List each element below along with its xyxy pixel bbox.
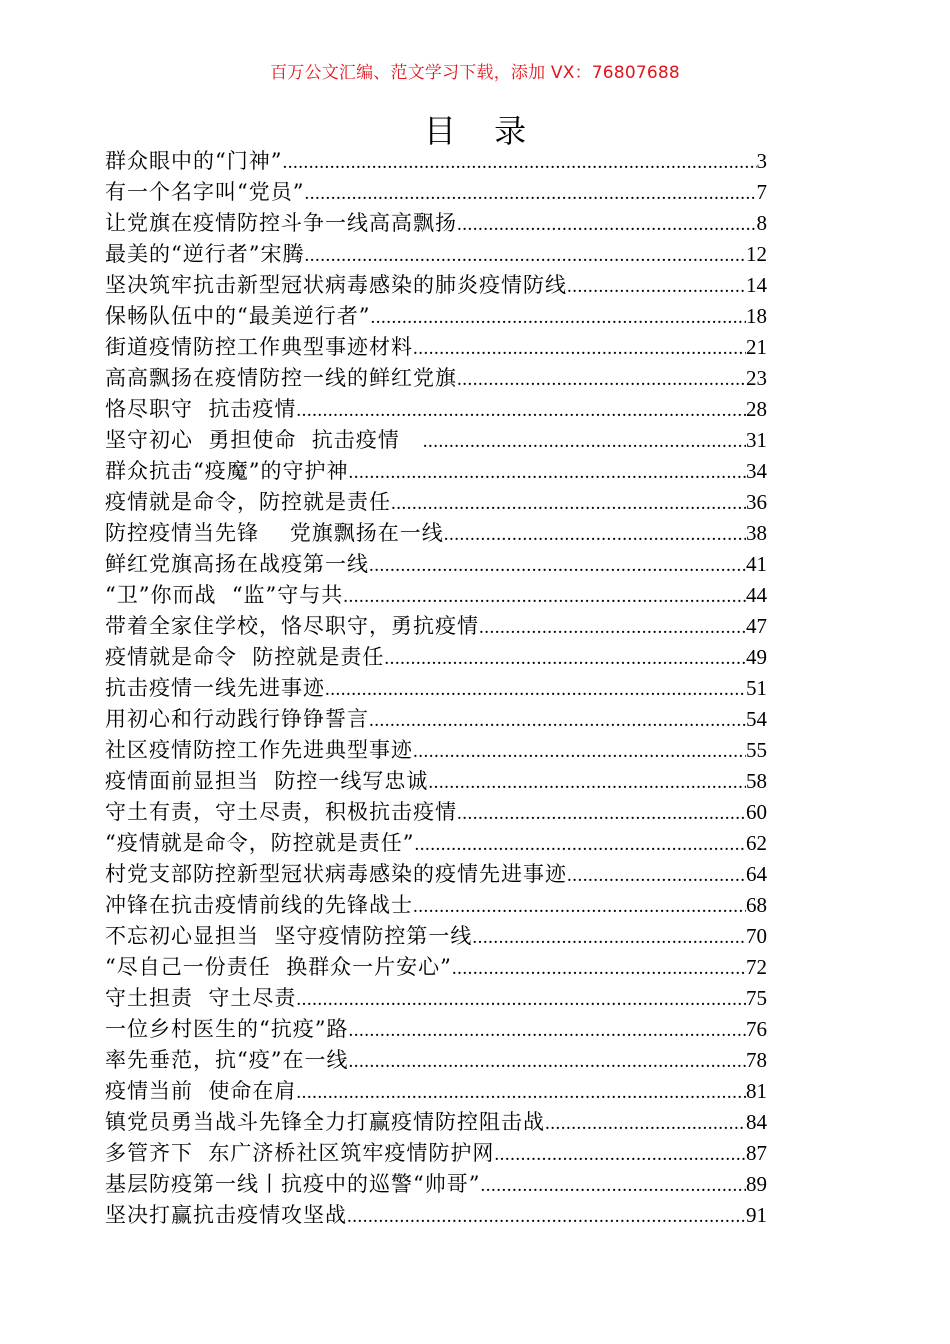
toc-entry[interactable] — [105, 146, 767, 177]
toc-dot-leader — [347, 1201, 746, 1232]
header-watermark-note: 百万公文汇编、范文学习下载，添加 VX：76807688 — [270, 63, 680, 83]
toc-entry[interactable] — [105, 456, 767, 487]
toc-entry-page-number: 36 — [746, 490, 767, 514]
toc-entry[interactable] — [105, 208, 767, 239]
toc-entry-page-number: 68 — [746, 893, 767, 917]
toc-entry-label: 坚决打赢抗击疫情攻坚战 — [105, 1203, 347, 1227]
toc-entry-label: 多管齐下 东广济桥社区筑牢疫情防护网 — [105, 1141, 495, 1165]
toc-entry-label: 群众抗击“疫魔”的守护神 — [105, 459, 349, 483]
toc-entry-page-number: 28 — [746, 397, 767, 421]
toc-entry-label: “疫情就是命令，防控就是责任” — [105, 831, 415, 855]
toc-dot-leader — [413, 891, 746, 922]
toc-entry-label: 让党旗在疫情防控斗争一线高高飘扬 — [105, 211, 457, 235]
toc-entry-label: 不忘初心显担当 坚守疫情防控第一线 — [105, 924, 473, 948]
toc-dot-leader — [369, 550, 746, 581]
toc-entry[interactable] — [105, 270, 767, 301]
toc-dot-leader — [457, 798, 746, 829]
toc-entry[interactable] — [105, 425, 767, 456]
toc-entry[interactable] — [105, 797, 767, 828]
toc-entry-label: 街道疫情防控工作典型事迹材料 — [105, 335, 413, 359]
toc-dot-leader — [325, 674, 746, 705]
toc-entry-page-number: 14 — [746, 273, 767, 297]
toc-dot-leader — [348, 1015, 746, 1046]
toc-entry-page-number: 75 — [746, 986, 767, 1010]
toc-entry-page-number: 64 — [746, 862, 767, 886]
toc-entry-label: 率先垂范，抗“疫”在一线 — [105, 1048, 349, 1072]
toc-entry-label: 疫情当前 使命在肩 — [105, 1079, 297, 1103]
toc-entry-label: 最美的“逆行者”宋腾 — [105, 242, 305, 266]
toc-title: 目 录 — [423, 112, 541, 150]
toc-entry[interactable] — [105, 1138, 767, 1169]
toc-entry-page-number: 51 — [746, 676, 767, 700]
toc-entry-page-number: 18 — [746, 304, 767, 328]
toc-entry-page-number: 72 — [746, 955, 767, 979]
toc-entry[interactable] — [105, 487, 767, 518]
toc-entry[interactable] — [105, 1045, 767, 1076]
toc-entry-page-number: 7 — [756, 180, 767, 204]
toc-entry-page-number: 3 — [756, 149, 767, 173]
toc-entry-page-number: 49 — [746, 645, 767, 669]
toc-entry-label: 疫情就是命令，防控就是责任 — [105, 490, 391, 514]
toc-dot-leader — [494, 1139, 746, 1170]
toc-entry-label: 抗击疫情一线先进事迹 — [105, 676, 325, 700]
toc-entry-page-number: 76 — [746, 1017, 767, 1041]
toc-entry-page-number: 23 — [746, 366, 767, 390]
toc-dot-leader — [545, 1108, 746, 1139]
toc-dot-leader — [423, 426, 746, 457]
toc-entry[interactable] — [105, 1200, 767, 1231]
toc-dot-leader — [348, 1046, 746, 1077]
toc-dot-leader — [348, 457, 746, 488]
toc-entry[interactable] — [105, 1169, 767, 1200]
toc-entry-label: 守土有责，守土尽责，积极抗击疫情 — [105, 800, 457, 824]
toc-entry[interactable] — [105, 952, 767, 983]
toc-entry-page-number: 55 — [746, 738, 767, 762]
toc-dot-leader — [472, 922, 746, 953]
toc-entry-label: “尽自己一份责任 换群众一片安心” — [105, 955, 452, 979]
toc-dot-leader — [384, 643, 746, 674]
toc-dot-leader — [296, 1077, 746, 1108]
toc-entry-label: 冲锋在抗击疫情前线的先锋战士 — [105, 893, 413, 917]
toc-entry[interactable] — [105, 766, 767, 797]
toc-entry-label: 用初心和行动践行铮铮誓言 — [105, 707, 369, 731]
toc-entry-label: 镇党员勇当战斗先锋全力打赢疫情防控阻击战 — [105, 1110, 545, 1134]
toc-entry[interactable] — [105, 611, 767, 642]
toc-dot-leader — [369, 705, 746, 736]
toc-list — [105, 146, 767, 1231]
toc-entry-label: 高高飘扬在疫情防控一线的鲜红党旗 — [105, 366, 457, 390]
toc-entry-page-number: 89 — [746, 1172, 767, 1196]
toc-entry-page-number: 21 — [746, 335, 767, 359]
toc-dot-leader — [304, 240, 746, 271]
toc-entry[interactable] — [105, 394, 767, 425]
toc-entry-label: 恪尽职守 抗击疫情 — [105, 397, 297, 421]
toc-dot-leader — [452, 953, 746, 984]
toc-entry[interactable] — [105, 177, 767, 208]
toc-entry-page-number: 78 — [746, 1048, 767, 1072]
toc-dot-leader — [480, 1170, 746, 1201]
toc-entry[interactable] — [105, 332, 767, 363]
toc-entry[interactable] — [105, 642, 767, 673]
toc-entry[interactable] — [105, 828, 767, 859]
toc-entry-label: 保畅队伍中的“最美逆行者” — [105, 304, 371, 328]
toc-entry-label: 守土担责 守土尽责 — [105, 986, 297, 1010]
toc-entry-page-number: 84 — [746, 1110, 767, 1134]
toc-entry-page-number: 54 — [746, 707, 767, 731]
toc-dot-leader — [370, 302, 746, 333]
toc-entry[interactable] — [105, 983, 767, 1014]
toc-entry-page-number: 31 — [746, 428, 767, 452]
toc-entry-label: 群众眼中的“门神” — [105, 149, 283, 173]
toc-entry[interactable] — [105, 859, 767, 890]
toc-entry[interactable] — [105, 673, 767, 704]
toc-entry-label: 一位乡村医生的“抗疫”路 — [105, 1017, 349, 1041]
toc-entry[interactable] — [105, 704, 767, 735]
toc-entry[interactable] — [105, 1076, 767, 1107]
toc-dot-leader — [479, 612, 746, 643]
toc-dot-leader — [567, 860, 746, 891]
toc-entry-page-number: 81 — [746, 1079, 767, 1103]
toc-entry[interactable] — [105, 239, 767, 270]
toc-entry-label: 防控疫情当先锋 党旗飘扬在一线 — [105, 521, 444, 545]
toc-entry-page-number: 47 — [746, 614, 767, 638]
toc-dot-leader — [457, 364, 746, 395]
toc-entry-label: 有一个名字叫“党员” — [105, 180, 305, 204]
toc-dot-leader — [567, 271, 746, 302]
toc-entry-page-number: 91 — [746, 1203, 767, 1227]
toc-entry-page-number: 34 — [746, 459, 767, 483]
toc-dot-leader — [282, 147, 756, 178]
toc-entry-label: 疫情就是命令 防控就是责任 — [105, 645, 385, 669]
toc-dot-leader — [444, 519, 746, 550]
toc-dot-leader — [296, 395, 746, 426]
toc-entry[interactable] — [105, 549, 767, 580]
toc-entry-label: “卫”你而战 “监”守与共 — [105, 583, 344, 607]
toc-dot-leader — [304, 178, 756, 209]
toc-entry-label: 坚守初心 勇担使命 抗击疫情 — [105, 428, 423, 452]
toc-entry-page-number: 60 — [746, 800, 767, 824]
toc-entry-page-number: 70 — [746, 924, 767, 948]
toc-entry[interactable] — [105, 1014, 767, 1045]
toc-entry-label: 坚决筑牢抗击新型冠状病毒感染的肺炎疫情防线 — [105, 273, 567, 297]
toc-entry-page-number: 8 — [756, 211, 767, 235]
toc-entry[interactable] — [105, 1107, 767, 1138]
toc-entry-page-number: 41 — [746, 552, 767, 576]
toc-entry-page-number: 58 — [746, 769, 767, 793]
toc-entry-page-number: 12 — [746, 242, 767, 266]
toc-entry-page-number: 87 — [746, 1141, 767, 1165]
toc-entry[interactable] — [105, 921, 767, 952]
toc-entry-page-number: 44 — [746, 583, 767, 607]
toc-dot-leader — [457, 209, 757, 240]
toc-dot-leader — [391, 488, 746, 519]
toc-entry-page-number: 62 — [746, 831, 767, 855]
toc-entry[interactable] — [105, 890, 767, 921]
toc-dot-leader — [296, 984, 746, 1015]
toc-entry[interactable] — [105, 735, 767, 766]
toc-entry-label: 带着全家住学校，恪尽职守，勇抗疫情 — [105, 614, 479, 638]
toc-entry[interactable] — [105, 518, 767, 549]
toc-dot-leader — [428, 767, 746, 798]
toc-entry[interactable] — [105, 363, 767, 394]
toc-entry-page-number: 38 — [746, 521, 767, 545]
toc-dot-leader — [343, 581, 746, 612]
toc-entry[interactable] — [105, 580, 767, 611]
toc-entry-label: 社区疫情防控工作先进典型事迹 — [105, 738, 413, 762]
toc-entry-label: 基层防疫第一线丨抗疫中的巡警“帅哥” — [105, 1172, 481, 1196]
toc-dot-leader — [413, 333, 746, 364]
toc-entry-label: 鲜红党旗高扬在战疫第一线 — [105, 552, 369, 576]
toc-entry-label: 疫情面前显担当 防控一线写忠诚 — [105, 769, 429, 793]
toc-entry-label: 村党支部防控新型冠状病毒感染的疫情先进事迹 — [105, 862, 567, 886]
toc-entry[interactable] — [105, 301, 767, 332]
toc-dot-leader — [413, 736, 746, 767]
toc-dot-leader — [414, 829, 746, 860]
